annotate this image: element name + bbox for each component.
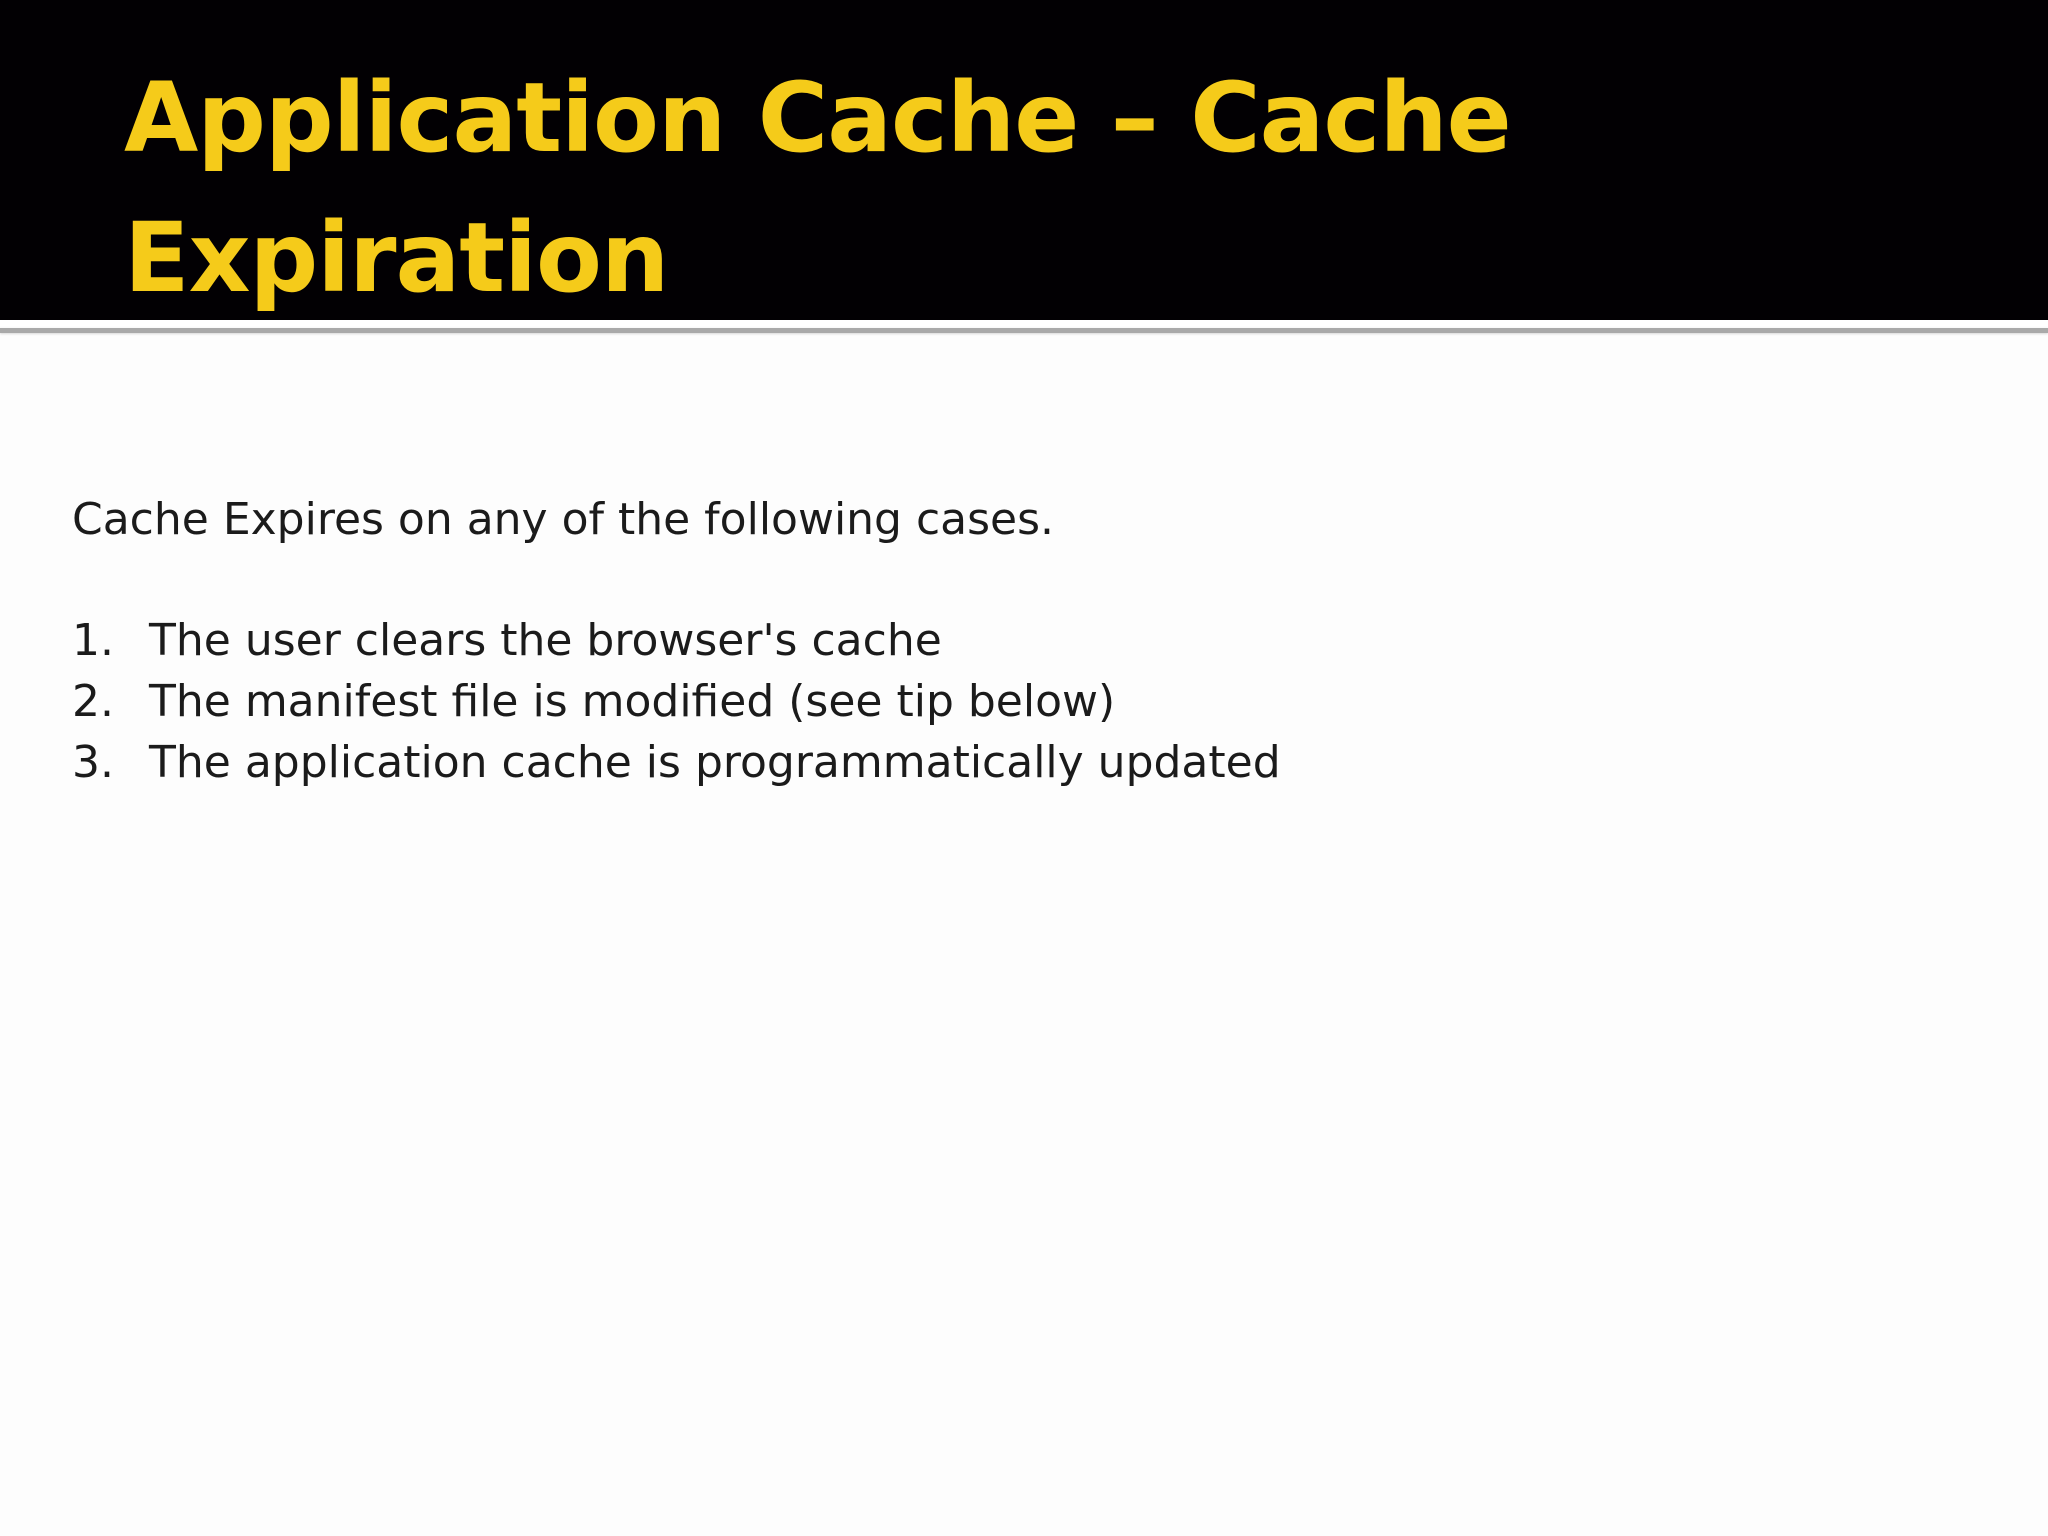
list-item xyxy=(72,732,1872,793)
list-item-text: The application cache is programmatically updated xyxy=(149,737,1281,788)
list-item-text: The manifest file is modified (see tip below) xyxy=(149,676,1116,727)
list-item-number: 2. xyxy=(72,676,114,727)
title-bar xyxy=(0,0,2048,320)
title-divider xyxy=(0,328,2048,333)
intro-text: Cache Expires on any of the following cases. xyxy=(72,494,1055,545)
list-item-number: 1. xyxy=(72,615,114,666)
list-item xyxy=(72,671,1872,732)
list-item-number: 3. xyxy=(72,737,114,788)
slide-title: Application Cache – Cache Expiration xyxy=(124,62,1511,314)
list-item-text: The user clears the browser's cache xyxy=(149,615,942,666)
expiration-case-list xyxy=(72,610,1872,793)
slide-body xyxy=(72,488,1872,793)
title-divider-highlight xyxy=(0,320,2048,326)
list-item xyxy=(72,610,1872,671)
